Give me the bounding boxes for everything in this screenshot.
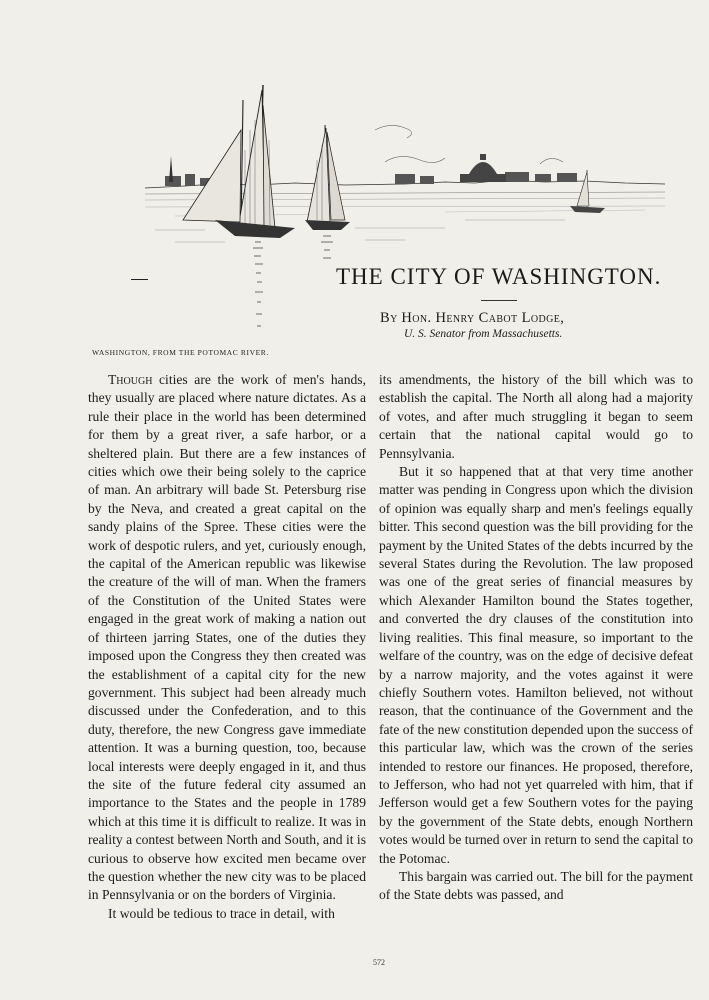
paragraph: its amendments, the history of the bill which was to establish the capital. The North all along had a majority of votes, and after much struggling it began to seem certain that the national capital would go to Pennsylvania. — [379, 372, 693, 461]
paragraph — [88, 371, 366, 905]
author-name: Hon. Henry Cabot Lodge, — [401, 310, 565, 326]
lead-word: Though — [108, 372, 153, 387]
right-column — [379, 371, 693, 905]
paragraph: This bargain was carried out. The bill for the payment of the State debts was passed, and — [379, 868, 693, 903]
article-title: THE CITY OF WASHINGTON. — [336, 264, 662, 289]
decorative-rule — [131, 279, 148, 280]
byline-prefix: By — [380, 310, 398, 326]
byline — [380, 310, 680, 327]
paragraph: But it so happened that at that very time another matter was pending in Congress upon which the division of opinion was equally sharp and men's feelings equally bitter. This second question was the bill providing for the payment by the United States of the debts incurred by the several States during the Revolution. The law proposed was one of the great series of financial measures by which Alexander Hamilton bound the States together, and converted the dry clauses of the constitution into living realities. This final measure, so important to the welfare of the country, was on the edge of decisive defeat by a narrow majority, and the votes against it were chiefly Southern votes. Hamilton believed, not without reason, that the continuance of the Government and the fate of the new constitution depended upon the success of this particular law, which was the crown of the series intended to restore our finances. He proposed, therefore, to Jefferson, who had not yet quarreled with him, that if Jefferson would get a few Southern votes for the paying by the government of the State debts, enough Northern votes would be turned over in return to send the capital to the Potomac. — [379, 464, 693, 866]
author-affiliation: U. S. Senator from Massachusetts. — [404, 328, 563, 340]
paragraph-text: cities are the work of men's hands, they usually are placed where nature dictates. As a rule their place in the world has been determined for them by a great river, a safe harbor, or a sheltered plain. But there are a few instances of cities which owe their being solely to the caprice of man. An arbitrary will bade St. Petersburg rise by the Neva, and created a great capital on the sandy plains of the Spree. These cities were the work of despotic rulers, and yet, curiously enough, the capital of the American republic was likewise the creature of the will of man. When the framers of the Constitution of the United States were engaged in the great work of making a nation out of thirteen jarring States, one of the duties they imposed upon the Congress they then created was the establishment of a capital city for the new government. This subject had been already much discussed under the Confederation, and to this duty, therefore, the new Congress gave immediate attention. It was a burning question, too, because local interests were deeply engaged in it, and thus the site of the future federal city assumed an importance to the States and the people in 1789 which at this time it is difficult to realize. It was in reality a contest between North and South, and it is curious to observe how excited men became over the question whether the new city was to be placed in Pennsylvania or on the borders of Virginia. — [88, 372, 366, 903]
sailboat-secondary — [305, 125, 350, 230]
title-rule — [481, 300, 517, 301]
monument-icon — [169, 156, 173, 182]
capitol-dome-icon — [460, 154, 506, 182]
left-column — [88, 371, 366, 923]
sailboat-main — [183, 85, 295, 238]
paragraph: It would be tedious to trace in detail, with — [108, 905, 335, 921]
page-number: 572 — [373, 958, 385, 967]
illustration-caption: WASHINGTON, FROM THE POTOMAC RIVER. — [92, 348, 269, 357]
